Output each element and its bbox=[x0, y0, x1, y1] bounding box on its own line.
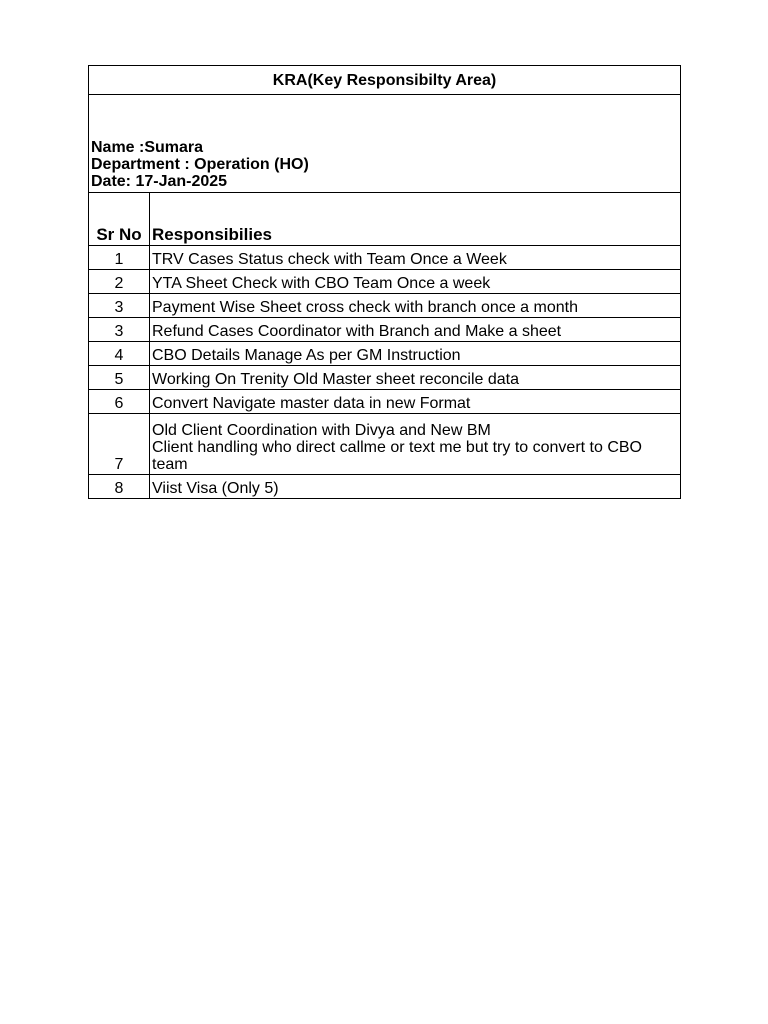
sr-no-cell: 1 bbox=[89, 246, 150, 270]
responsibility-cell bbox=[150, 475, 681, 499]
responsibility-rows bbox=[89, 246, 681, 499]
sr-no-cell: 4 bbox=[89, 342, 150, 366]
responsibility-text: TRV Cases Status check with Team Once a Week bbox=[152, 251, 507, 268]
responsibility-cell bbox=[150, 414, 681, 475]
responsibility-cell bbox=[150, 294, 681, 318]
header-sr-no: Sr No bbox=[89, 193, 150, 246]
responsibility-cell bbox=[150, 342, 681, 366]
header-responsibilities: Responsibilies bbox=[150, 193, 681, 246]
table-row bbox=[89, 246, 681, 270]
sr-no-cell: 6 bbox=[89, 390, 150, 414]
header-row bbox=[89, 193, 681, 246]
table-row bbox=[89, 390, 681, 414]
responsibility-cell bbox=[150, 390, 681, 414]
title-row bbox=[89, 66, 681, 95]
document-title: KRA(Key Responsibilty Area) bbox=[89, 66, 681, 95]
info-row bbox=[89, 95, 681, 193]
table-row bbox=[89, 294, 681, 318]
responsibility-cell bbox=[150, 270, 681, 294]
sr-no-cell: 3 bbox=[89, 318, 150, 342]
responsibility-cell bbox=[150, 318, 681, 342]
responsibility-text: Working On Trenity Old Master sheet reconcile data bbox=[152, 371, 519, 388]
employee-department: Department : Operation (HO) bbox=[91, 156, 309, 173]
sr-no-cell: 3 bbox=[89, 294, 150, 318]
responsibility-text: CBO Details Manage As per GM Instruction bbox=[152, 347, 461, 364]
responsibility-text: Convert Navigate master data in new Format bbox=[152, 395, 471, 412]
responsibility-cell bbox=[150, 246, 681, 270]
responsibility-text: Client handling who direct callme or text me but try to convert to CBO bbox=[152, 439, 642, 456]
employee-name: Name :Sumara bbox=[91, 139, 204, 156]
responsibility-text: team bbox=[152, 456, 188, 473]
table-row bbox=[89, 475, 681, 499]
sr-no-cell: 2 bbox=[89, 270, 150, 294]
sr-no-cell: 5 bbox=[89, 366, 150, 390]
sr-no-cell: 8 bbox=[89, 475, 150, 499]
responsibility-text: Refund Cases Coordinator with Branch and Make a sheet bbox=[152, 323, 562, 340]
table-row bbox=[89, 366, 681, 390]
table-row bbox=[89, 318, 681, 342]
kra-table bbox=[88, 65, 681, 499]
responsibility-text: Old Client Coordination with Divya and New BM bbox=[152, 422, 491, 439]
responsibility-text: Viist Visa (Only 5) bbox=[152, 480, 279, 497]
responsibility-cell bbox=[150, 366, 681, 390]
table-row bbox=[89, 270, 681, 294]
responsibility-text: Payment Wise Sheet cross check with branch once a month bbox=[152, 299, 578, 316]
responsibility-text: YTA Sheet Check with CBO Team Once a week bbox=[152, 275, 491, 292]
table-row bbox=[89, 414, 681, 475]
table-row bbox=[89, 342, 681, 366]
employee-info bbox=[89, 95, 681, 193]
document-date: Date: 17-Jan-2025 bbox=[91, 173, 228, 190]
sr-no-cell: 7 bbox=[89, 414, 150, 475]
